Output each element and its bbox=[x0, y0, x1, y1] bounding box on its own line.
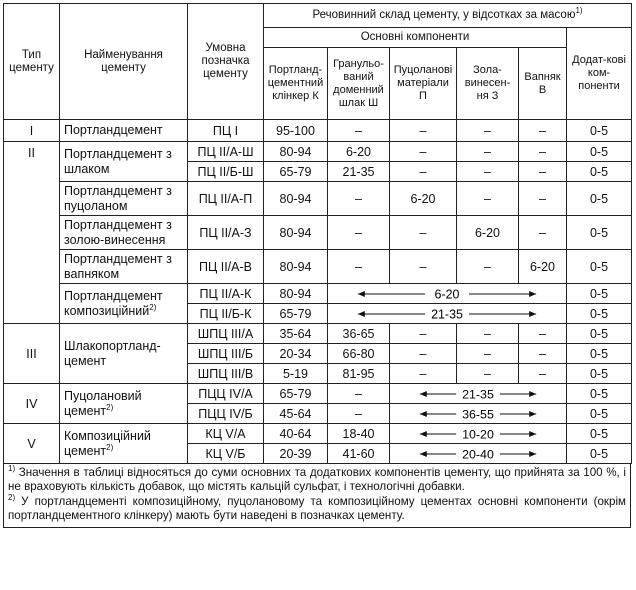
table-footnotes bbox=[3, 464, 631, 528]
name-text: Пуцолановий цемент bbox=[64, 388, 142, 418]
additional-cell: 0-5 bbox=[567, 384, 632, 404]
code-cell: ШПЦ III/В bbox=[188, 364, 264, 384]
range-arrow bbox=[328, 304, 566, 323]
clinker-cell: 65-79 bbox=[264, 304, 328, 324]
range-arrow-head-left bbox=[420, 391, 427, 397]
additional-cell: 0-5 bbox=[567, 404, 632, 424]
header-name: Найменування цементу bbox=[60, 4, 188, 120]
limestone-cell: – bbox=[519, 216, 567, 250]
range-arrow-head-left bbox=[358, 311, 365, 317]
code-cell: ПЦ II/А-З bbox=[188, 216, 264, 250]
range-value: 36-55 bbox=[462, 407, 494, 422]
pozzolan-cell: – bbox=[390, 216, 457, 250]
ash-cell: – bbox=[457, 364, 519, 384]
range-arrow-cell bbox=[328, 304, 567, 324]
clinker-cell: 80-94 bbox=[264, 284, 328, 304]
additional-cell: 0-5 bbox=[567, 364, 632, 384]
additional-cell: 0-5 bbox=[567, 424, 632, 444]
range-arrow-cell bbox=[390, 424, 567, 444]
range-value: 10-20 bbox=[462, 427, 494, 442]
additional-cell: 0-5 bbox=[567, 444, 632, 464]
footnote-mark: 1) bbox=[575, 6, 583, 16]
header-clinker: Портланд-цементний клінкер К bbox=[264, 48, 328, 120]
slag-cell: 21-35 bbox=[328, 162, 390, 182]
table-row bbox=[4, 250, 632, 284]
range-value: 21-35 bbox=[431, 307, 463, 322]
slag-cell: 18-40 bbox=[328, 424, 390, 444]
name-text: Композиційний цемент bbox=[64, 428, 151, 458]
additional-cell: 0-5 bbox=[567, 120, 632, 142]
code-cell: ПЦ II/А-В bbox=[188, 250, 264, 284]
name-cell: Портландцемент з шлаком bbox=[60, 142, 188, 182]
pozzolan-cell: – bbox=[390, 344, 457, 364]
code-cell: ПЦ I bbox=[188, 120, 264, 142]
limestone-cell: – bbox=[519, 344, 567, 364]
table-row bbox=[4, 324, 632, 344]
additional-cell: 0-5 bbox=[567, 284, 632, 304]
code-cell: ПЦ II/А-К bbox=[188, 284, 264, 304]
clinker-cell: 40-64 bbox=[264, 424, 328, 444]
header-additional: Додат-кові ком-поненти bbox=[567, 28, 632, 120]
footnote-mark: 2) bbox=[149, 302, 157, 312]
range-arrow-head-left bbox=[358, 291, 365, 297]
range-arrow bbox=[390, 384, 566, 403]
clinker-cell: 80-94 bbox=[264, 182, 328, 216]
footnote-mark: 1) bbox=[8, 464, 16, 474]
clinker-cell: 20-39 bbox=[264, 444, 328, 464]
pozzolan-cell: 6-20 bbox=[390, 182, 457, 216]
additional-cell: 0-5 bbox=[567, 216, 632, 250]
code-cell: ПЦЦ IV/Б bbox=[188, 404, 264, 424]
ash-cell: – bbox=[457, 324, 519, 344]
slag-cell: 81-95 bbox=[328, 364, 390, 384]
footnote-1 bbox=[8, 466, 626, 494]
code-cell: ПЦ II/Б-Ш bbox=[188, 162, 264, 182]
header-composition bbox=[264, 4, 632, 28]
cement-composition-table bbox=[3, 3, 632, 464]
slag-cell: 36-65 bbox=[328, 324, 390, 344]
cement-composition-document bbox=[3, 3, 631, 528]
slag-cell: – bbox=[328, 404, 390, 424]
name-cell: Портландцемент з вапняком bbox=[60, 250, 188, 284]
type-cell: II bbox=[4, 142, 60, 324]
type-cell: III bbox=[4, 324, 60, 384]
clinker-cell: 80-94 bbox=[264, 250, 328, 284]
table-row bbox=[4, 284, 632, 304]
pozzolan-cell: – bbox=[390, 162, 457, 182]
type-cell: I bbox=[4, 120, 60, 142]
additional-cell: 0-5 bbox=[567, 344, 632, 364]
limestone-cell: – bbox=[519, 182, 567, 216]
footnote-2 bbox=[8, 495, 626, 523]
name-cell bbox=[60, 284, 188, 324]
code-cell: ПЦ II/А-П bbox=[188, 182, 264, 216]
header-composition-text: Речовинний склад цементу, у відсотках за масою bbox=[312, 9, 576, 21]
additional-cell: 0-5 bbox=[567, 142, 632, 162]
name-cell: Портландцемент з пуцоланом bbox=[60, 182, 188, 216]
ash-cell: – bbox=[457, 344, 519, 364]
ash-cell: – bbox=[457, 120, 519, 142]
limestone-cell: – bbox=[519, 142, 567, 162]
slag-cell: – bbox=[328, 384, 390, 404]
range-value: 21-35 bbox=[462, 387, 494, 402]
clinker-cell: 80-94 bbox=[264, 216, 328, 250]
additional-cell: 0-5 bbox=[567, 182, 632, 216]
type-cell: V bbox=[4, 424, 60, 464]
slag-cell: – bbox=[328, 250, 390, 284]
footnote-mark: 2) bbox=[8, 493, 16, 503]
additional-cell: 0-5 bbox=[567, 250, 632, 284]
header-main-components: Основні компоненти bbox=[264, 28, 567, 48]
code-cell: ШПЦ III/А bbox=[188, 324, 264, 344]
ash-cell: – bbox=[457, 162, 519, 182]
range-arrow-cell bbox=[328, 284, 567, 304]
slag-cell: – bbox=[328, 120, 390, 142]
clinker-cell: 80-94 bbox=[264, 142, 328, 162]
pozzolan-cell: – bbox=[390, 120, 457, 142]
clinker-cell: 45-64 bbox=[264, 404, 328, 424]
range-arrow-cell bbox=[390, 404, 567, 424]
range-value: 20-40 bbox=[462, 447, 494, 462]
code-cell: КЦ V/Б bbox=[188, 444, 264, 464]
range-arrow-head-right bbox=[529, 311, 536, 317]
header-type: Тип цементу bbox=[4, 4, 60, 120]
range-arrow bbox=[328, 284, 566, 303]
name-cell: Портландцемент bbox=[60, 120, 188, 142]
table-row bbox=[4, 142, 632, 162]
slag-cell: 66-80 bbox=[328, 344, 390, 364]
slag-cell: – bbox=[328, 216, 390, 250]
table-row bbox=[4, 182, 632, 216]
pozzolan-cell: – bbox=[390, 250, 457, 284]
table-row bbox=[4, 120, 632, 142]
header-pozzolan: Пуцоланові матеріали П bbox=[390, 48, 457, 120]
additional-cell: 0-5 bbox=[567, 304, 632, 324]
code-cell: ШПЦ III/Б bbox=[188, 344, 264, 364]
range-value: 6-20 bbox=[434, 287, 460, 302]
name-cell bbox=[60, 384, 188, 424]
header-limestone: Вапняк В bbox=[519, 48, 567, 120]
range-arrow-head-right bbox=[529, 291, 536, 297]
range-arrow-head-right bbox=[529, 411, 536, 417]
range-arrow-head-left bbox=[420, 431, 427, 437]
range-arrow-head-right bbox=[529, 451, 536, 457]
header-row-1 bbox=[4, 4, 632, 28]
clinker-cell: 65-79 bbox=[264, 384, 328, 404]
ash-cell: – bbox=[457, 142, 519, 162]
limestone-cell: 6-20 bbox=[519, 250, 567, 284]
slag-cell: 41-60 bbox=[328, 444, 390, 464]
limestone-cell: – bbox=[519, 364, 567, 384]
name-cell: Шлакопортланд-цемент bbox=[60, 324, 188, 384]
header-designation: Умовна позначка цементу bbox=[188, 4, 264, 120]
range-arrow bbox=[390, 404, 566, 423]
range-arrow-head-left bbox=[420, 451, 427, 457]
clinker-cell: 35-64 bbox=[264, 324, 328, 344]
code-cell: ПЦ II/А-Ш bbox=[188, 142, 264, 162]
slag-cell: 6-20 bbox=[328, 142, 390, 162]
limestone-cell: – bbox=[519, 162, 567, 182]
limestone-cell: – bbox=[519, 120, 567, 142]
clinker-cell: 20-34 bbox=[264, 344, 328, 364]
pozzolan-cell: – bbox=[390, 324, 457, 344]
clinker-cell: 95-100 bbox=[264, 120, 328, 142]
table-row bbox=[4, 216, 632, 250]
range-arrow bbox=[390, 424, 566, 443]
code-cell: ПЦ II/Б-К bbox=[188, 304, 264, 324]
range-arrow-head-right bbox=[529, 431, 536, 437]
range-arrow-head-right bbox=[529, 391, 536, 397]
ash-cell: 6-20 bbox=[457, 216, 519, 250]
name-text: Портландцемент композиційний bbox=[64, 288, 163, 318]
pozzolan-cell: – bbox=[390, 142, 457, 162]
ash-cell: – bbox=[457, 250, 519, 284]
range-arrow-head-left bbox=[420, 411, 427, 417]
clinker-cell: 5-19 bbox=[264, 364, 328, 384]
additional-cell: 0-5 bbox=[567, 162, 632, 182]
clinker-cell: 65-79 bbox=[264, 162, 328, 182]
table-row bbox=[4, 384, 632, 404]
table-row bbox=[4, 424, 632, 444]
slag-cell: – bbox=[328, 182, 390, 216]
header-ash: Зола-винесен-ня З bbox=[457, 48, 519, 120]
pozzolan-cell: – bbox=[390, 364, 457, 384]
type-cell: IV bbox=[4, 384, 60, 424]
code-cell: КЦ V/А bbox=[188, 424, 264, 444]
name-cell: Портландцемент з золою-винесення bbox=[60, 216, 188, 250]
footnote-mark: 2) bbox=[106, 442, 114, 452]
range-arrow-cell bbox=[390, 384, 567, 404]
limestone-cell: – bbox=[519, 324, 567, 344]
ash-cell: – bbox=[457, 182, 519, 216]
footnote-mark: 2) bbox=[106, 402, 114, 412]
footnote-text: У портландцементі композиційному, пуцолановому та композиційному цементах основні компоненти (окрім портландцементного клінкеру) мають бути наведені в позначках цементу. bbox=[8, 495, 626, 522]
range-arrow-cell bbox=[390, 444, 567, 464]
header-slag: Гранульо-ваний доменний шлак Ш bbox=[328, 48, 390, 120]
footnote-text: Значення в таблиці відносяться до суми основних та додаткових компонентів цементу, що прийнята за 100 %, і не враховують кількість добавок, що містять кальцій сульфат, і технологічні добавки. bbox=[8, 466, 626, 493]
range-arrow bbox=[390, 444, 566, 463]
code-cell: ПЦЦ IV/А bbox=[188, 384, 264, 404]
additional-cell: 0-5 bbox=[567, 324, 632, 344]
name-cell bbox=[60, 424, 188, 464]
